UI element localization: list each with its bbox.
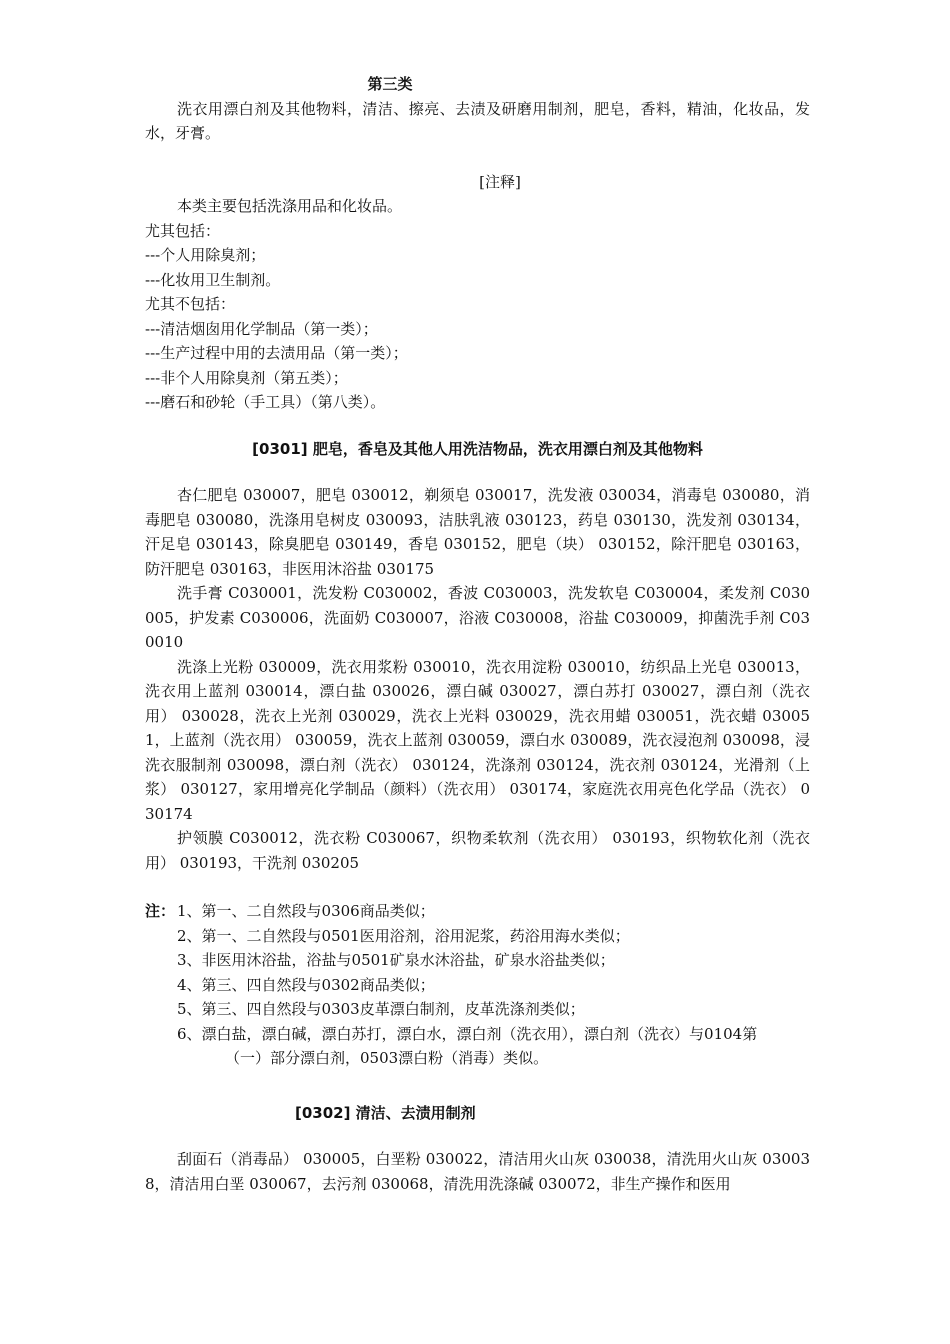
class-title: 第三类 (367, 75, 413, 93)
class-description: 洗衣用漂白剂及其他物料，清洁、擦亮、去渍及研磨用制剂，肥皂，香料，精油，化妆品，发水，牙膏。 (145, 99, 810, 142)
excludes-item: ---非个人用除臭剂（第五类）； (145, 368, 348, 387)
note-row (145, 924, 810, 949)
section-0302-heading: [0302] 清洁、去渍用制剂 (295, 1103, 476, 1122)
section-0301-paragraph: 洗手膏 C030001，洗发粉 C030002，香波 C030003，洗发软皂 C030004，柔发剂 C030005，护发素 C030006，洗面奶 C030007，浴液 C030008，浴盐 C030009，抑菌洗手剂 C030010 (145, 584, 810, 651)
note-row (145, 973, 810, 998)
note-row (145, 997, 810, 1022)
document-content (145, 72, 810, 1196)
note-item: 2、第一、二自然段与0501医用浴剂，浴用泥浆，药浴用海水类似； (177, 926, 630, 945)
note-item: 4、第三、四自然段与0302商品类似； (177, 975, 435, 994)
note-row (145, 899, 810, 924)
note-item: 6、漂白盐，漂白碱，漂白苏打，漂白水，漂白剂（洗衣用），漂白剂（洗衣）与0104第 (177, 1024, 758, 1043)
excludes-item: ---清洁烟囱用化学制品（第一类）； (145, 319, 378, 338)
note-row (145, 1022, 810, 1047)
includes-item: ---化妆用卫生制剂。 (145, 270, 281, 289)
section-0302-paragraph: 刮面石（消毒品） 030005，白垩粉 030022，清洁用火山灰 030038，清洗用火山灰 030038，清洁用白垩 030067，去污剂 030068，清洗用洗涤碱 030072，非生产操作和医用 (145, 1150, 810, 1193)
note-item: 1、第一、二自然段与0306商品类似； (177, 902, 435, 920)
note-item: 5、第三、四自然段与0303皮革漂白制剂，皮革洗涤剂类似； (177, 1000, 585, 1018)
section-0301-paragraph: 护领膜 C030012，洗衣粉 C030067，织物柔软剂（洗衣用） 030193，织物软化剂（洗衣用） 030193，干洗剂 030205 (145, 829, 810, 872)
note-item: 3、非医用沐浴盐，浴盐与0501矿泉水沐浴盐，矿泉水浴盐类似； (177, 951, 615, 969)
includes-item: ---个人用除臭剂； (145, 246, 266, 264)
includes-label: 尤其包括： (145, 221, 221, 240)
annotation-heading: [注释] (479, 172, 521, 191)
annotation-intro: 本类主要包括洗涤用品和化妆品。 (177, 197, 403, 215)
section-0301-paragraph: 洗涤上光粉 030009，洗衣用浆粉 030010，洗衣用淀粉 030010，纺织品上光皂 030013，洗衣用上蓝剂 030014，漂白盐 030026，漂白碱 030027，漂白苏打 030027，漂白剂（洗衣用） 030028，洗衣上光剂 030029，洗衣上光料 030029，洗衣用蜡 030051，洗衣蜡 030051，上蓝剂（洗衣用） 030059，洗衣上蓝剂 030059，漂白水 030089，洗衣浸泡剂 030098，浸洗衣服制剂 030098，漂白剂（洗衣） 030124，洗涤剂 030124，洗衣剂 030124，光滑剂（上浆） 030127，家用增亮化学制品（颜料）（洗衣用） 030174，家庭洗衣用亮色化学品（洗衣） 030174 (145, 657, 810, 823)
section-0301-paragraph: 杏仁肥皂 030007，肥皂 030012，剃须皂 030017，洗发液 030034，消毒皂 030080，消毒肥皂 030080，洗涤用皂树皮 030093，洁肤乳液 030123，药皂 030130，洗发剂 030134，汗足皂 030143，除臭肥皂 030149，香皂 030152，肥皂（块） 030152，除汗肥皂 030163，防汗肥皂 030163，非医用沐浴盐 030175 (145, 486, 810, 578)
section-0301-heading: [0301] 肥皂，香皂及其他人用洗洁物品，洗衣用漂白剂及其他物料 (252, 439, 703, 458)
notes-block (145, 899, 810, 1071)
notes-label: 注： (145, 902, 176, 920)
note-row (145, 948, 810, 973)
excludes-label: 尤其不包括： (145, 295, 236, 313)
excludes-item: ---生产过程中用的去渍用品（第一类）； (145, 344, 408, 362)
note-item-continuation: （一）部分漂白剂，0503漂白粉（消毒）类似。 (225, 1049, 549, 1067)
excludes-item: ---磨石和砂轮（手工具）（第八类）。 (145, 393, 386, 411)
